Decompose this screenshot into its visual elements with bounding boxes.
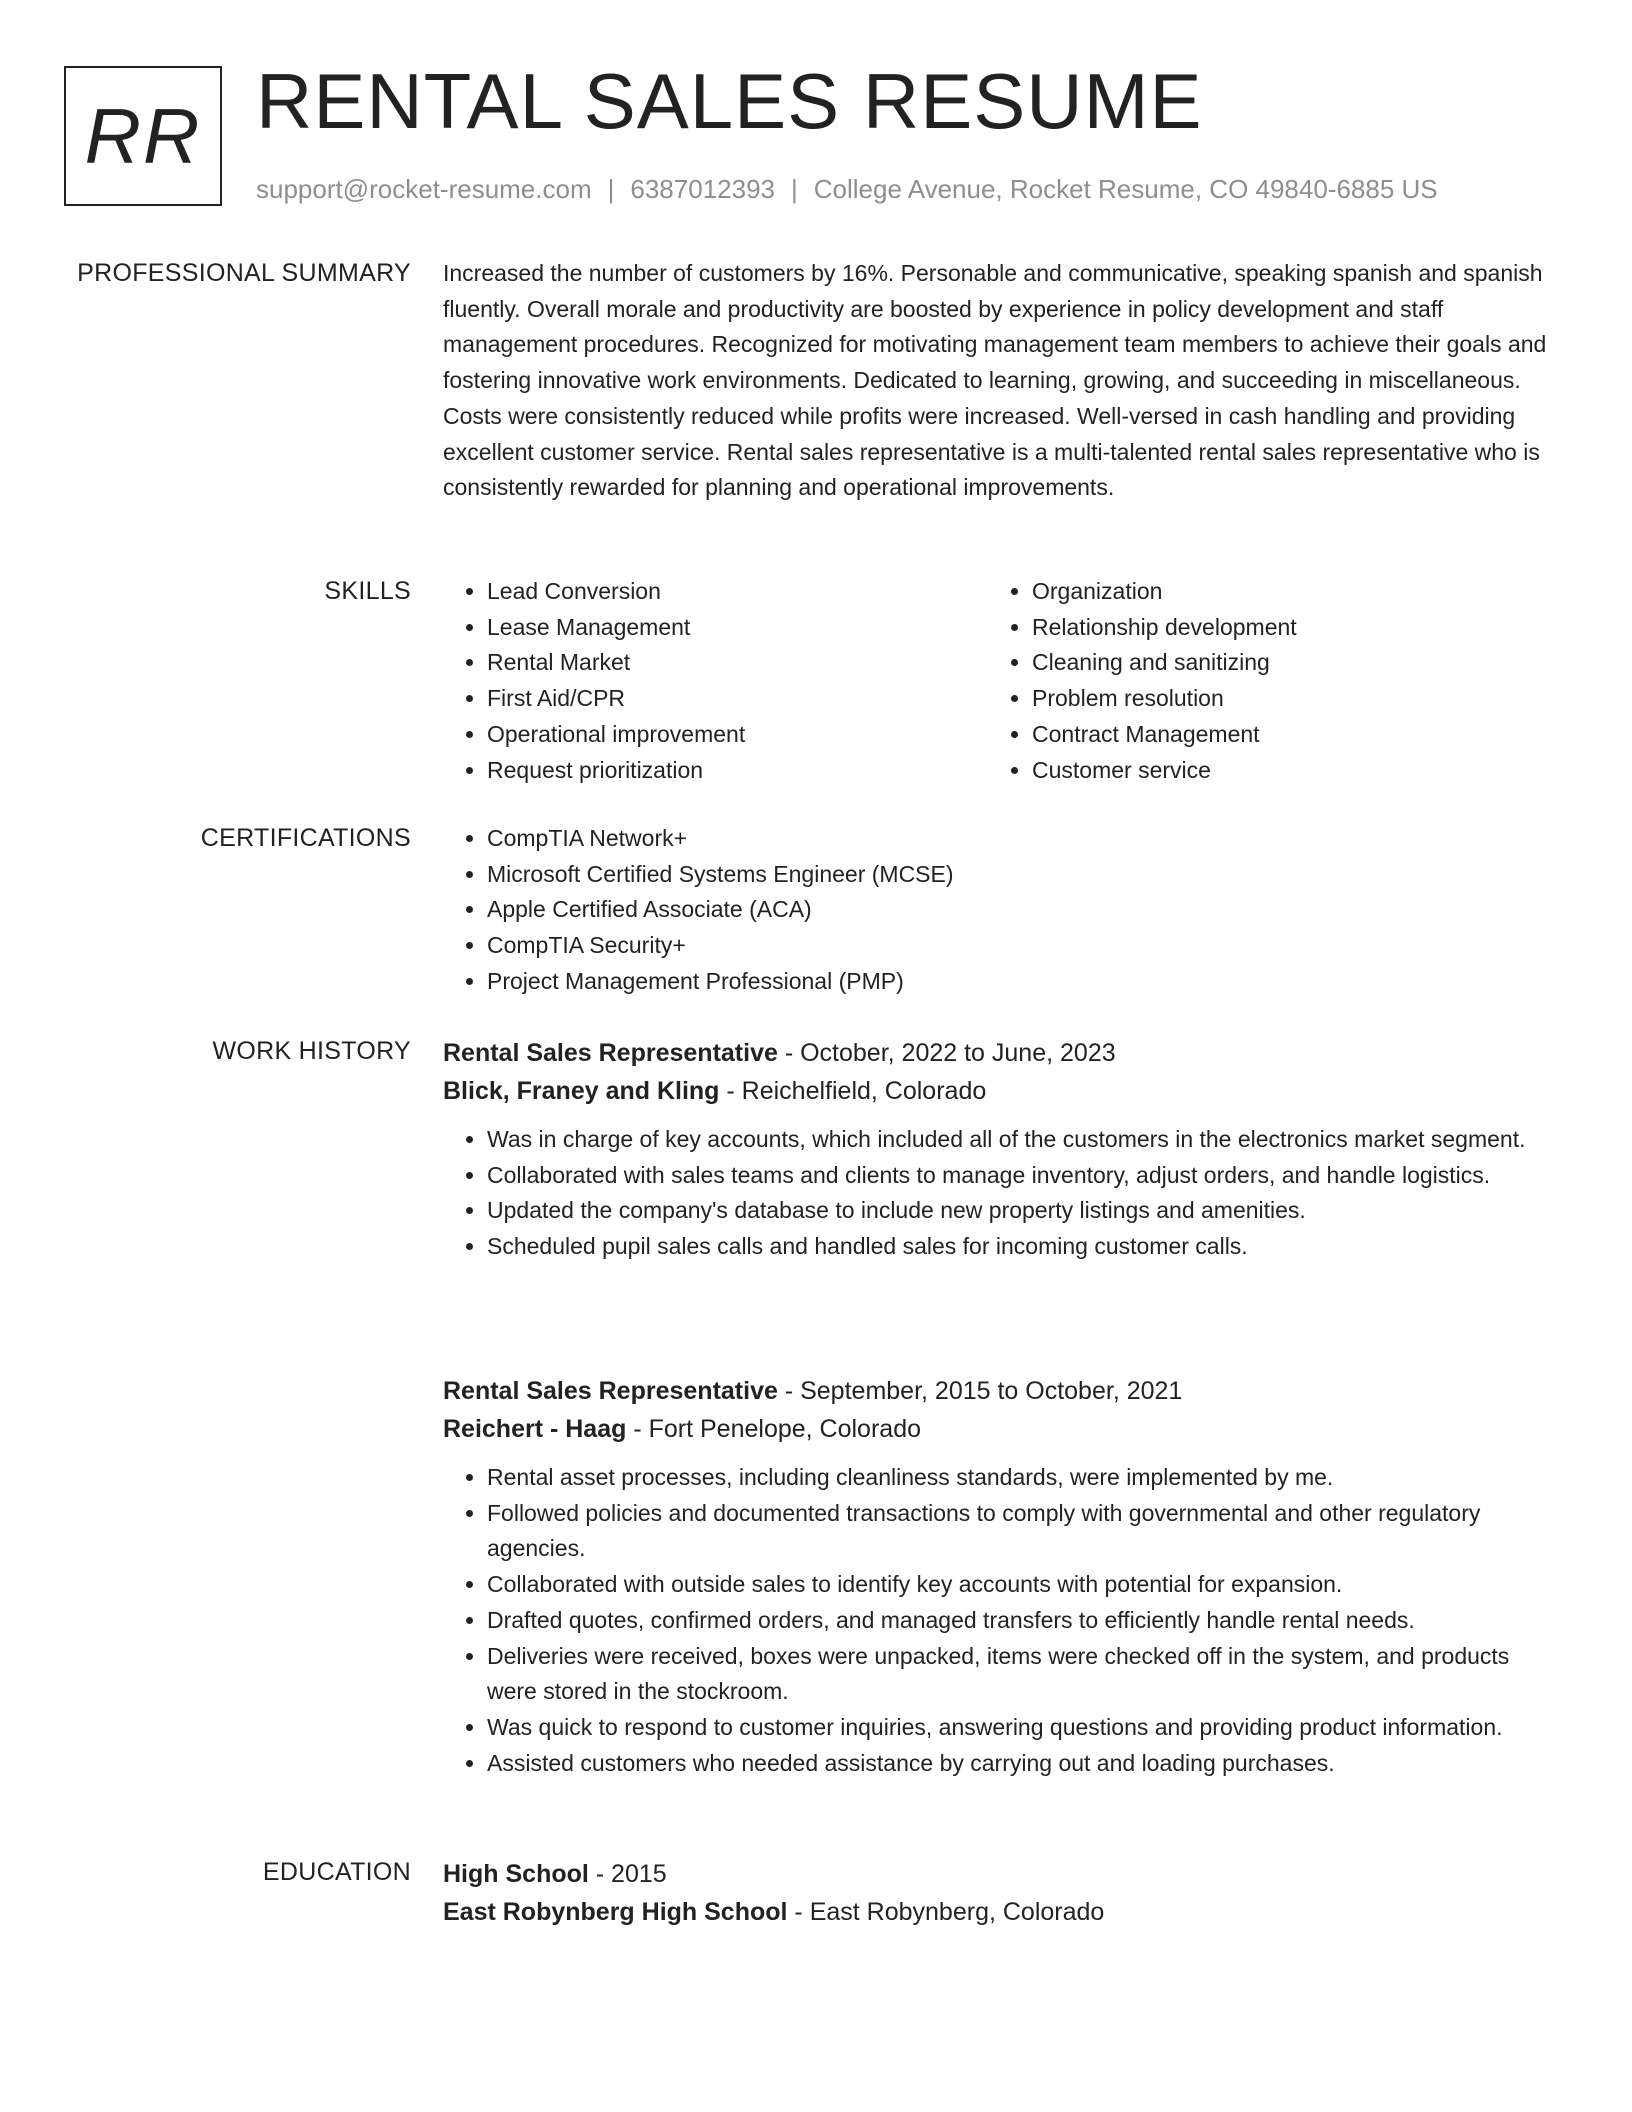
summary-heading: PROFESSIONAL SUMMARY [77,259,411,287]
certifications-heading: CERTIFICATIONS [200,824,411,852]
job-entry [443,1034,1553,1265]
job-location: - Reichelfield, Colorado [719,1077,987,1105]
education-degree: High School [443,1860,589,1888]
contact-separator: | [607,174,615,204]
job-bullets [443,1122,1553,1265]
monogram-badge [64,66,222,206]
job-title-line [443,1034,1553,1072]
job-dates: - October, 2022 to June, 2023 [777,1039,1116,1067]
skill-item: • Operational improvement [487,717,988,753]
education-school-line [443,1893,1553,1931]
certification-item: • Microsoft Certified Systems Engineer (MCSE) [487,857,1553,893]
job-title-line [443,1372,1553,1410]
skill-item: • Lead Conversion [487,574,988,610]
skill-item: • Rental Market [487,645,988,681]
skill-item: • Lease Management [487,610,988,646]
job-bullet: • Assisted customers who needed assistance by carrying out and loading purchases. [487,1746,1553,1782]
skill-item: • First Aid/CPR [487,681,988,717]
job-bullet: • Collaborated with outside sales to identify key accounts with potential for expansion. [487,1567,1553,1603]
certifications-list [443,821,1553,1000]
summary-body [443,256,1553,506]
job-title: Rental Sales Representative [443,1039,778,1067]
job-entry [443,1372,1553,1781]
resume-title: RENTAL SALES RESUME [256,57,1203,145]
job-location: - Fort Penelope, Colorado [626,1415,921,1443]
education-school: East Robynberg High School [443,1898,788,1926]
certifications-body [443,821,1553,1000]
contact-separator: | [791,174,798,204]
skill-item: • Contract Management [1032,717,1548,753]
skill-item: • Request prioritization [487,753,988,789]
job-bullets [443,1460,1553,1781]
job-bullet: • Scheduled pupil sales calls and handled sales for incoming customer calls. [487,1229,1553,1265]
skills-list-left [443,574,988,788]
job-bullet: • Followed policies and documented transactions to comply with governmental and other regulatory agencies. [487,1496,1553,1567]
job-bullet: • Deliveries were received, boxes were unpacked, items were checked off in the system, and products were stored in the stockroom. [487,1639,1553,1710]
skill-item: • Problem resolution [1032,681,1548,717]
job-title: Rental Sales Representative [443,1377,778,1405]
skills-body [443,574,1553,788]
certification-item: • Project Management Professional (PMP) [487,964,1553,1000]
education-location: - East Robynberg, Colorado [787,1898,1105,1926]
job-bullet: • Was in charge of key accounts, which included all of the customers in the electronics market segment. [487,1122,1553,1158]
job-bullet: • Collaborated with sales teams and clients to manage inventory, adjust orders, and handle logistics. [487,1158,1553,1194]
job-bullet: • Drafted quotes, confirmed orders, and managed transfers to efficiently handle rental needs. [487,1603,1553,1639]
skill-item: • Relationship development [1032,610,1548,646]
education-heading: EDUCATION [262,1858,411,1886]
job-company: Reichert - Haag [443,1415,627,1443]
contact-line [256,172,1438,206]
job-bullet: • Rental asset processes, including cleanliness standards, were implemented by me. [487,1460,1553,1496]
summary-text: Increased the number of customers by 16%. Personable and communicative, speaking spanish and spanish fluently. Overall morale and productivity are boosted by experience in policy development and staff management procedures. Recognized for motivating management team members to achieve their goals and fostering innovative work environments. Dedicated to learning, growing, and succeeding in miscellaneous. Costs were consistently reduced while profits were increased. Well-versed in cash handling and providing excellent customer service. Rental sales representative is a multi-talented rental sales representative who is consistently rewarded for planning and operational improvements. [443,260,1547,501]
skill-item: • Cleaning and sanitizing [1032,645,1548,681]
certification-item: • CompTIA Network+ [487,821,1553,857]
skill-item: • Customer service [1032,753,1548,789]
skills-heading: SKILLS [324,577,411,605]
contact-phone[interactable]: 6387012393 [630,174,775,204]
education-body [443,1855,1553,1931]
certification-item: • Apple Certified Associate (ACA) [487,892,1553,928]
job-bullet: • Updated the company's database to include new property listings and amenities. [487,1193,1553,1229]
job-bullet: • Was quick to respond to customer inquiries, answering questions and providing product information. [487,1710,1553,1746]
education-year: - 2015 [588,1860,667,1888]
job-company-line [443,1072,1553,1110]
job-company: Blick, Franey and Kling [443,1077,720,1105]
work-history-heading: WORK HISTORY [212,1037,411,1065]
monogram-initials: RR [84,92,202,180]
skills-list-right [988,574,1548,788]
job-dates: - September, 2015 to October, 2021 [777,1377,1183,1405]
work-history-body [443,1034,1553,1776]
job-company-line [443,1410,1553,1448]
contact-email[interactable]: support@rocket-resume.com [256,174,592,204]
skill-item: • Organization [1032,574,1548,610]
education-degree-line [443,1855,1553,1893]
contact-address: College Avenue, Rocket Resume, CO 49840-6885 US [813,174,1438,204]
certification-item: • CompTIA Security+ [487,928,1553,964]
